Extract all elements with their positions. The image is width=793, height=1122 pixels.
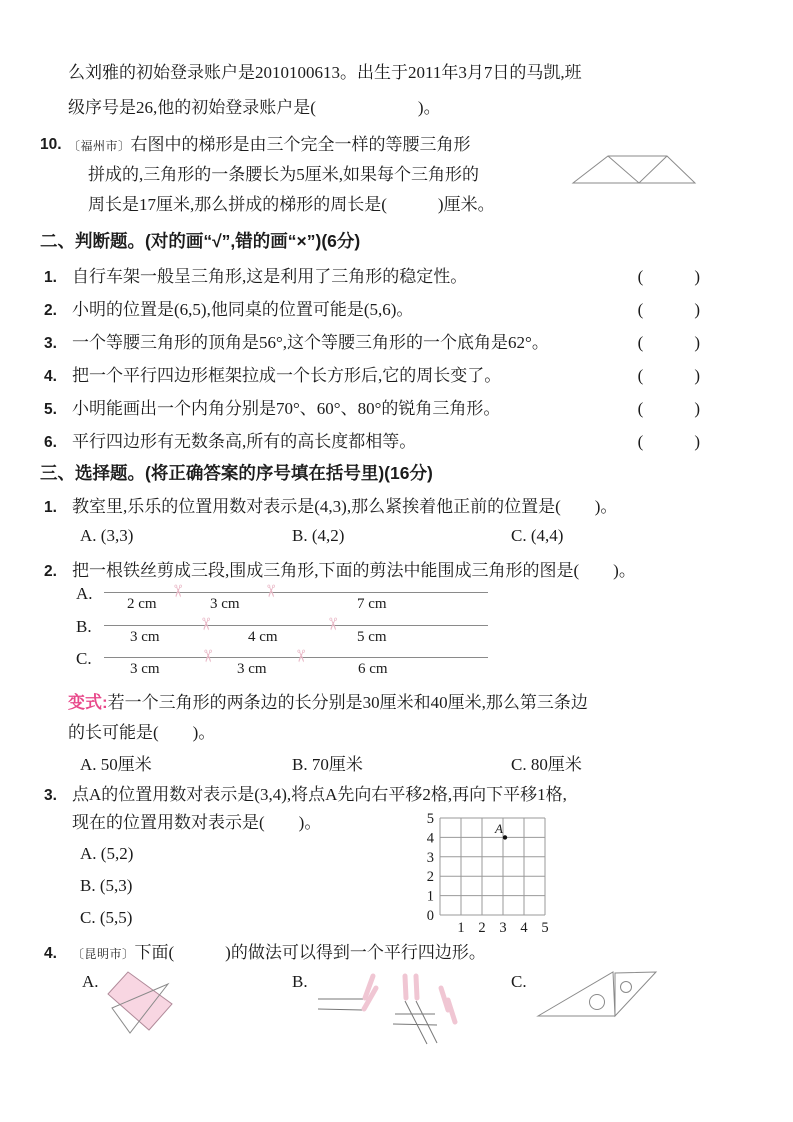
- wire-a-seg-2: 3 cm: [210, 596, 240, 612]
- x-tick-4: 4: [520, 920, 528, 936]
- wire-b-seg-3: 5 cm: [357, 629, 387, 645]
- tf-item-1-number: 1.: [44, 269, 57, 286]
- tf-item-3-number: 3.: [44, 335, 57, 352]
- tf-item-1: [44, 262, 700, 287]
- scissors-icon: ✂: [323, 616, 343, 632]
- tf-item-1-text: 自行车架一般呈三角形,这是利用了三角形的稳定性。: [72, 267, 468, 286]
- wire-option-a: [76, 583, 500, 615]
- section2-title: 二、判断题。(对的画“√”,错的画“×”)(6分): [40, 231, 361, 251]
- tf-item-1-answer-blank: ( ): [637, 267, 700, 286]
- wire-a-seg-1: 2 cm: [127, 596, 157, 612]
- right-triangle-hole: [621, 982, 632, 993]
- variant-option-c: C. 80厘米: [511, 755, 582, 774]
- mc-q1-option-a: A. (3,3): [80, 526, 134, 545]
- scissors-icon: ✂: [168, 583, 188, 599]
- grid-lines: [440, 818, 545, 915]
- wire-c-line: [104, 648, 488, 679]
- variant-option-b: B. 70厘米: [292, 755, 363, 774]
- tf-item-2-answer-blank: ( ): [637, 300, 700, 319]
- tf-item-5-answer-blank: ( ): [637, 399, 700, 418]
- mc-q2-number: 2.: [44, 563, 57, 580]
- tf-item-3-answer-blank: ( ): [637, 333, 700, 352]
- mc-q1-number: 1.: [44, 499, 57, 516]
- mc-q2-text: 把一根铁丝剪成三段,围成三角形,下面的剪法中能围成三角形的图是( )。: [72, 561, 636, 580]
- drawn-lines: [318, 999, 437, 1044]
- scissors-icon: ✂: [196, 616, 216, 632]
- section3-title: 三、选择题。(将正确答案的序号填在括号里)(16分): [40, 463, 433, 483]
- x-tick-1: 1: [457, 920, 465, 936]
- mc-q3-option-b: B. (5,3): [80, 876, 133, 895]
- tf-item-2: [44, 295, 700, 320]
- tf-item-6: [44, 427, 700, 452]
- wire-option-b-label: B.: [76, 617, 92, 636]
- variant-label: 变式:: [68, 693, 108, 712]
- wire-a-line: [104, 583, 488, 614]
- mc-q4-city-tag: 〔昆明市〕: [72, 947, 135, 961]
- mc-q2: [44, 556, 744, 581]
- mc-q3-number: 3.: [44, 787, 57, 804]
- mc-q3-line2: 现在的位置用数对表示是( )。: [72, 813, 322, 832]
- scissors-icon: ✂: [261, 583, 281, 599]
- y-tick-0: 0: [426, 908, 434, 924]
- q10-city-tag: 〔福州市〕: [68, 139, 131, 153]
- tf-item-3-text: 一个等腰三角形的顶角是56°,这个等腰三角形的一个底角是62°。: [72, 333, 549, 352]
- trapezoid-inner-lines: [608, 156, 667, 183]
- mc-q4-option-c-label: C.: [511, 972, 527, 991]
- coordinate-grid: [422, 806, 612, 938]
- trapezoid-figure: [570, 150, 700, 190]
- scissors-icon: ✂: [198, 648, 218, 664]
- q9-line1: 么刘雅的初始登录账户是2010100613。出生于2011年3月7日的马凯,班: [68, 63, 582, 82]
- tf-item-4-answer-blank: ( ): [637, 366, 700, 385]
- tf-item-5-text: 小明能画出一个内角分别是70°、60°、80°的锐角三角形。: [72, 399, 501, 418]
- wire-a-seg-3: 7 cm: [357, 596, 387, 612]
- mc-q3-option-c: C. (5,5): [80, 908, 133, 927]
- scissors-icon: ✂: [291, 648, 311, 664]
- mc-q4-text-body: 下面( )的做法可以得到一个平行四边形。: [134, 943, 486, 962]
- wire-option-c-label: C.: [76, 649, 92, 668]
- variant-option-a: A. 50厘米: [80, 755, 152, 774]
- x-tick-2: 2: [478, 920, 486, 936]
- y-tick-3: 3: [426, 849, 434, 866]
- wire-b-seg-2: 4 cm: [248, 629, 278, 645]
- mc-q3-line1: 点A的位置用数对表示是(3,4),将点A先向右平移2格,再向下平移1格,: [72, 785, 567, 804]
- mc-q1: [44, 492, 744, 517]
- figure-b-sticks-parallel-lines: [295, 956, 465, 1056]
- left-triangle: [538, 972, 615, 1016]
- q10-line2: 拼成的,三角形的一条腰长为5厘米,如果每个三角形的: [88, 165, 479, 184]
- pink-sticks: [364, 976, 455, 1022]
- point-a-dot: [503, 835, 507, 839]
- tf-item-6-number: 6.: [44, 434, 57, 451]
- grid-x-tick-labels: [457, 920, 548, 936]
- mc-q4-option-b-label: B.: [292, 972, 308, 991]
- y-tick-5: 5: [426, 811, 434, 827]
- tf-item-6-text: 平行四边形有无数条高,所有的高长度都相等。: [72, 432, 417, 451]
- tf-item-4-text: 把一个平行四边形框架拉成一个长方形后,它的周长变了。: [72, 366, 502, 385]
- mc-q1-option-c: C. (4,4): [511, 526, 564, 545]
- tf-item-3: [44, 328, 700, 353]
- q9-line2: 级序号是26,他的初始登录账户是( )。: [68, 98, 441, 117]
- pink-rectangle: [108, 972, 172, 1030]
- grid-y-tick-labels: [427, 811, 435, 924]
- q10-number: 10.: [40, 136, 62, 153]
- right-triangle: [615, 972, 656, 1016]
- y-tick-4: 4: [426, 830, 434, 847]
- x-tick-3: 3: [499, 920, 507, 936]
- wire-c-seg-1: 3 cm: [130, 661, 160, 677]
- mc-q1-option-b: B. (4,2): [292, 526, 345, 545]
- tf-item-5-number: 5.: [44, 401, 57, 418]
- tf-item-5: [44, 394, 700, 419]
- q10-line1-text: 右图中的梯形是由三个完全一样的等腰三角形: [130, 135, 471, 154]
- wire-c-seg-2: 3 cm: [237, 661, 267, 677]
- point-a-label: A: [495, 821, 503, 836]
- y-tick-2: 2: [426, 869, 434, 886]
- left-triangle-hole: [590, 995, 605, 1010]
- tf-item-2-number: 2.: [44, 302, 57, 319]
- wire-option-b: [76, 616, 500, 648]
- tf-item-2-text: 小明的位置是(6,5),他同桌的位置可能是(5,6)。: [72, 300, 414, 319]
- x-tick-5: 5: [541, 920, 549, 936]
- wire-c-seg-3: 6 cm: [358, 661, 388, 677]
- wire-option-a-label: A.: [76, 584, 93, 603]
- q10-line1: [68, 134, 471, 157]
- q10-line3: 周长是17厘米,那么拼成的梯形的周长是( )厘米。: [88, 195, 495, 214]
- mc-q3: [44, 780, 764, 805]
- y-tick-1: 1: [426, 888, 434, 905]
- mc-q3-option-a: A. (5,2): [80, 844, 134, 863]
- mc-q4-number: 4.: [44, 945, 57, 962]
- tf-item-4-number: 4.: [44, 368, 57, 385]
- variant-line1: [68, 692, 588, 714]
- figure-a-overlapping-shapes: [100, 966, 182, 1040]
- variant-line1-text: 若一个三角形的两条边的长分别是30厘米和40厘米,那么第三条边: [107, 693, 588, 712]
- figure-c-triangle-rulers: [535, 966, 665, 1022]
- mc-q4-option-a-label: A.: [82, 972, 99, 991]
- wire-b-seg-1: 3 cm: [130, 629, 160, 645]
- tf-item-6-answer-blank: ( ): [637, 432, 700, 451]
- variant-line2: 的长可能是( )。: [68, 723, 216, 742]
- tf-item-4: [44, 361, 700, 386]
- mc-q1-text: 教室里,乐乐的位置用数对表示是(4,3),那么紧挨着他正前的位置是( )。: [72, 497, 618, 516]
- wire-b-line: [104, 616, 488, 647]
- wire-option-c: [76, 648, 500, 680]
